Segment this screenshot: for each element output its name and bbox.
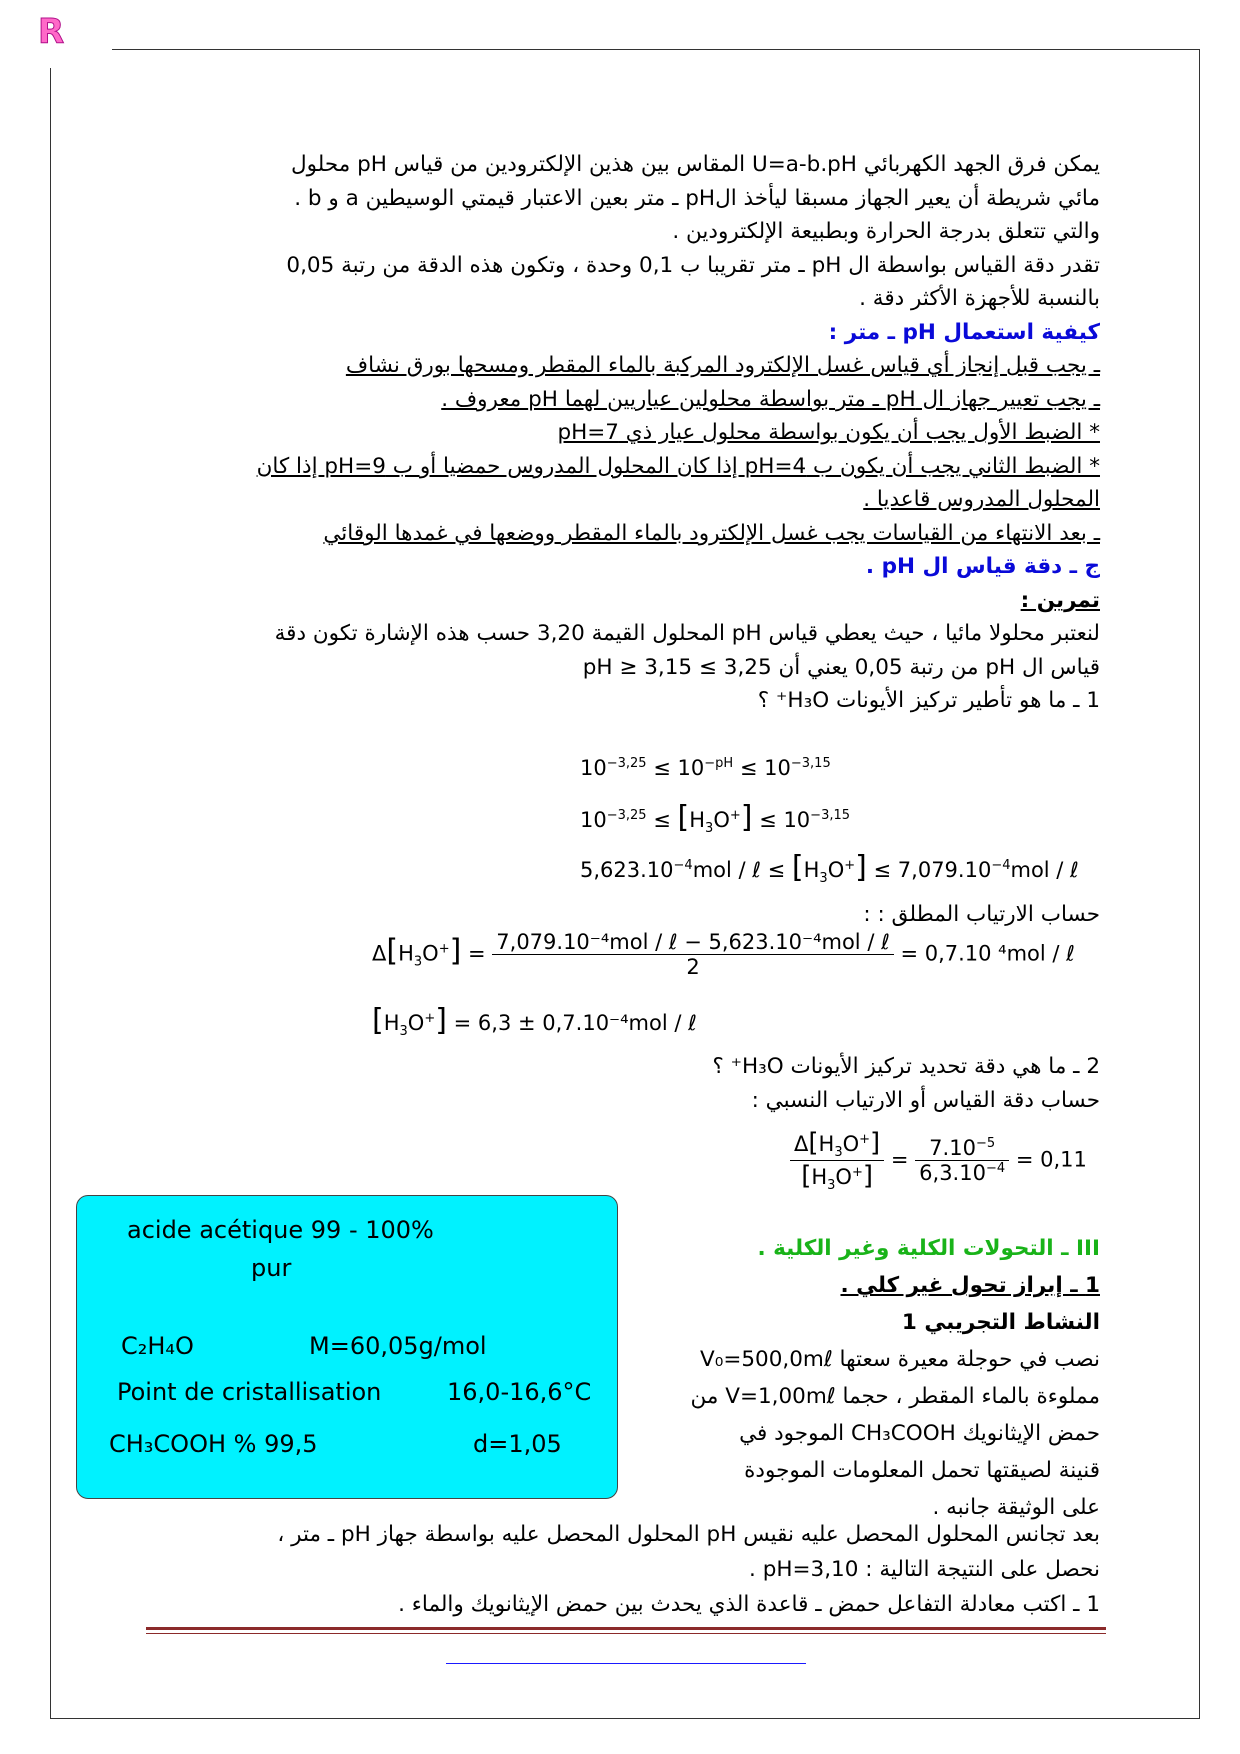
closing-line: بعد تجانس المحلول المحصل عليه نقيس pH المحلول المحصل عليه بواسطة جهاز pH ـ متر ، [277,1522,1100,1547]
label-cryst-value: 16,0-16,6°C [447,1378,592,1406]
activity-line: نصب في حوجلة معيرة سعتها V₀=500,0mℓ [700,1347,1100,1372]
logo: R [38,12,65,52]
exercise-line: لنعتبر محلولا مائيا ، حيث يعطي قياس pH المحلول القيمة 3,20 حسب هذه الإشارة تكون دقة [274,621,1100,646]
label-cryst-label: Point de cristallisation [117,1378,382,1406]
rel-error-label: حساب دقة القياس أو الارتياب النسبي : [751,1087,1100,1113]
inequality-2: $10^{-3,25} \le [H_3O^+] \le 10^{-3,15}$ [580,800,851,837]
page-frame-left [50,68,51,1719]
abs-error-label: حساب الارتياب المطلق : : [863,902,1100,927]
label-density: d=1,05 [473,1430,562,1458]
footer-link-line[interactable] [446,1663,806,1664]
label-molar-mass: M=60,05g/mol [309,1332,487,1360]
activity-line: مملوءة بالماء المقطر ، حجما V=1,00mℓ من [690,1384,1100,1409]
paragraph-line: بالنسبة للأجهزة الأكثر دقة . [859,286,1100,311]
delta-equation: $\Delta[H_3O^+]$ = $\frac{\text{7,079.10⁻⁴mol / ℓ − 5,623.10⁻⁴mol / ℓ}}{2}$ = 0,7.10 ⁴mol / ℓ [372,930,1075,979]
page-frame-bottom [50,1718,1200,1719]
label-formula: C₂H₄O [121,1332,194,1360]
inequality-3: $5,623.10^{-4}mol$ / ℓ ≤ $[H_3O^+] \le 7,079.10^{-4}mol$ / ℓ [580,850,1079,887]
concentration-result: $[H_3O^+] = 6,3 \pm 0,7.10^{-4}mol$ / ℓ [372,1003,697,1040]
activity-title: النشاط التجريبي 1 [901,1310,1100,1335]
heading-1: 1 ـ إبراز تحول غير كلي . [840,1273,1100,1298]
paragraph-line: والتي تتعلق بدرجة الحرارة وبطبيعة الإلكترودين . [672,219,1100,244]
relative-error-equation: $\frac{\Delta[H_3O^+]}{[H_3O^+]}$ = $\frac{7.10^{-5}}{6,3.10^{-4}}$ = 0,11 [790,1128,1087,1193]
closing-line: نحصل على النتيجة التالية : pH=3,10 . [749,1557,1100,1582]
paragraph-line: يمكن فرق الجهد الكهربائي U=a-b.pH المقاس بين هذين الإلكترودين من قياس pH محلول [291,152,1100,177]
heading-ph-meter-use: كيفية استعمال pH ـ متر : [828,319,1100,345]
activity-line: قنينة لصيقتها تحمل المعلومات الموجودة [744,1458,1100,1483]
activity-line: على الوثيقة جانبه . [932,1495,1100,1520]
closing-line: 1 ـ اكتب معادلة التفاعل حمض ـ قاعدة الذي يحدث بين حمض الإيثانويك والماء . [398,1592,1100,1617]
activity-line: حمض الإيثانويك CH₃COOH الموجود في [739,1421,1100,1446]
question-1: 1 ـ ما هو تأطير تركيز الأيونات H₃O⁺ ؟ [757,688,1100,713]
paragraph-line: تقدر دقة القياس بواسطة ال pH ـ متر تقريبا ب 0,1 وحدة ، وتكون هذه الدقة من رتبة 0,05 [286,252,1100,278]
instruction-line: ـ يجب قبل إنجاز أي قياس غسل الإلكترود المركبة بالماء المقطر ومسحها بورق نشاف [345,353,1100,378]
paragraph-line: مائي شريطة أن يعير الجهاز مسبقا ليأخذ الpH ـ متر بعين الاعتبار قيمتي الوسيطين a و b . [294,185,1100,211]
main-text [150,148,1100,718]
heading-III: III ـ التحولات الكلية وغير الكلية . [757,1236,1100,1261]
footer-rule-thin [146,1633,1106,1634]
instruction-line: المحلول المدروس قاعديا . [863,487,1100,512]
instruction-line: ـ بعد الانتهاء من القياسات يجب غسل الإلكترود بالماء المقطر ووضعها في غمدها الوقائي [323,520,1100,546]
closing-text [130,1517,1100,1622]
question-2: 2 ـ ما هي دقة تحديد تركيز الأيونات H₃O⁺ ؟ [712,1054,1100,1079]
page-frame-right [1199,49,1200,1719]
acetic-acid-label [76,1195,618,1499]
heading-ph-accuracy: ج ـ دقة قياس ال pH . [865,554,1100,579]
instruction-line: * الضبط الثاني يجب أن يكون ب pH=4 إذا كان المحلول المدروس حمضيا أو ب pH=9 إذا كان [256,453,1100,479]
inequality-1: $10^{-3,25} \le 10^{-pH} \le 10^{-3,15}$ [580,756,831,780]
abs-error-label-wrap [150,898,1100,932]
label-line2: pur [251,1254,292,1282]
page-frame-top [112,49,1200,50]
instruction-line: * الضبط الأول يجب أن يكون بواسطة محلول عيار ذي pH=7 [557,420,1100,445]
exercise-title: تمرين : [1020,587,1100,613]
label-line1: acide acétique 99 - 100% [127,1216,434,1244]
section-III [650,1230,1100,1526]
exercise-line: قياس ال pH من رتبة 0,05 يعني أن 3,25 ≥ pH ≥ 3,15 [582,654,1100,680]
question-2-wrap [150,1050,1100,1117]
footer-rule [146,1627,1106,1630]
instruction-line: ـ يجب تعيير جهاز ال pH ـ متر بواسطة محلولين عياريين لهما pH معروف . [441,386,1100,412]
label-purity: CH₃COOH % 99,5 [109,1430,318,1458]
